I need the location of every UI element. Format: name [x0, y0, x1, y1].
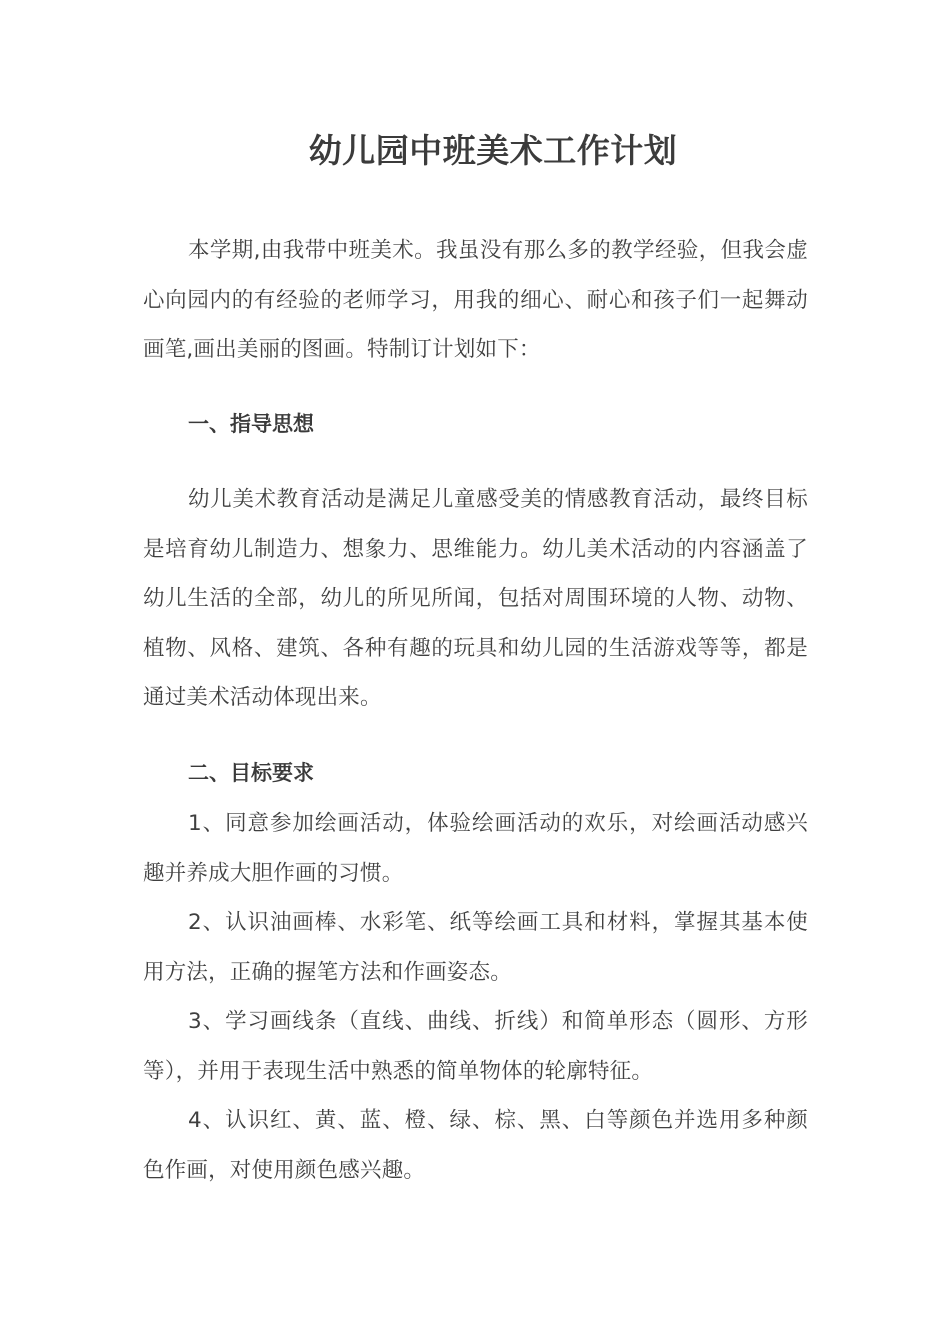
goal-item-4: 4、认识红、黄、蓝、橙、绿、棕、黑、白等颜色并选用多种颜色作画，对使用颜色感兴趣。 [143, 1108, 808, 1183]
document-title: 幼儿园中班美术工作计划 [308, 131, 678, 170]
section-heading-guiding-ideology: 一、指导思想 [188, 412, 314, 436]
guiding-ideology-paragraph: 幼儿美术教育活动是满足儿童感受美的情感教育活动，最终目标是培育幼儿制造力、想象力、思维能力。幼儿美术活动的内容涵盖了幼儿生活的全部，幼儿的所见所闻，包括对周围环境的人物、动物、植物、风格、建筑、各种有趣的玩具和幼儿园的生活游戏等等，都是通过美术活动体现出来。 [143, 487, 808, 710]
goal-item-3: 3、学习画线条（直线、曲线、折线）和简单形态（圆形、方形等），并用于表现生活中熟悉的简单物体的轮廓特征。 [143, 1009, 808, 1084]
goal-item-1: 1、同意参加绘画活动，体验绘画活动的欢乐，对绘画活动感兴趣并养成大胆作画的习惯。 [143, 811, 808, 886]
section-heading-goals: 二、目标要求 [188, 761, 314, 785]
intro-paragraph: 本学期,由我带中班美术。我虽没有那么多的教学经验，但我会虚心向园内的有经验的老师学习，用我的细心、耐心和孩子们一起舞动画笔,画出美丽的图画。特制订计划如下： [143, 238, 808, 362]
goal-item-2: 2、认识油画棒、水彩笔、纸等绘画工具和材料，掌握其基本使用方法，正确的握笔方法和作画姿态。 [143, 910, 808, 985]
